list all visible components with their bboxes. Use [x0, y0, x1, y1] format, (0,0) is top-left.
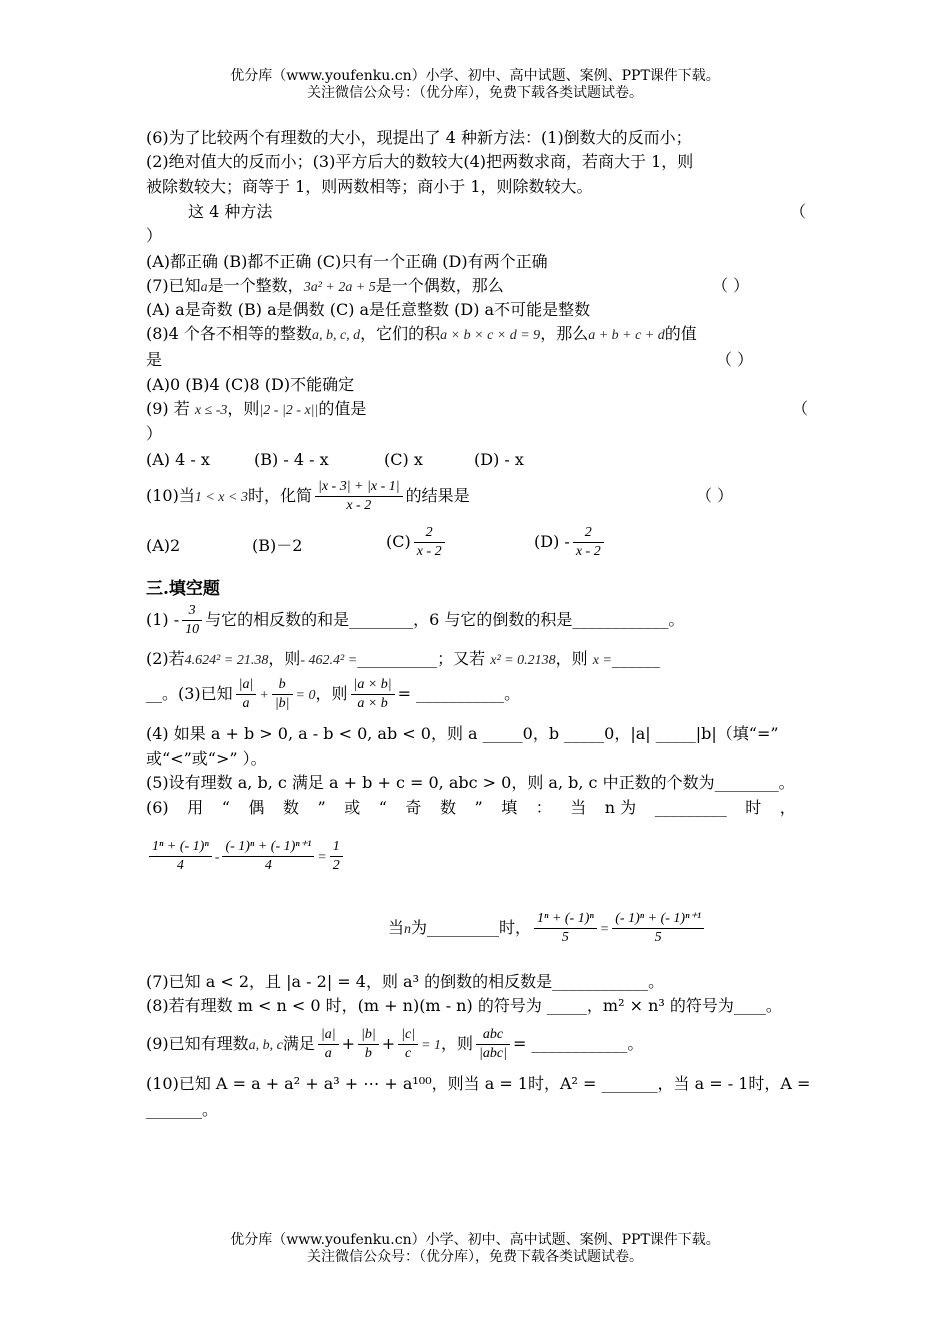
f9-then: ，则	[441, 1034, 474, 1053]
f6-half-n: 1	[332, 839, 340, 854]
f2-frac-a-num: |a|	[238, 677, 254, 692]
f6-w7: “	[378, 798, 387, 817]
f2-then: ，则	[315, 684, 348, 703]
q9-option-a: (A) 4 - x	[146, 450, 210, 469]
f6-half	[330, 838, 343, 875]
q8-vars: a, b, c, d	[311, 328, 361, 343]
f6-eq: =	[317, 850, 327, 865]
q10-pre: (10)当	[146, 486, 195, 505]
q7-mid: 是一个整数，	[207, 276, 304, 295]
f2-e3: x² = 0.2138	[490, 653, 556, 668]
f9-t3n: |c|	[401, 1027, 416, 1042]
f4-line-2: 或“<”或“>” ）。	[146, 749, 267, 768]
q10-stem	[146, 478, 470, 515]
q7-post: 是一个偶数，那么	[375, 276, 504, 295]
page-header	[0, 68, 950, 102]
q6-line-2: (2)绝对值大的反而小；(3)平方后大的数较大(4)把两数求商，若商大于 1，则	[146, 152, 694, 171]
f2-e1: 4.624² = 21.38	[184, 653, 269, 668]
q10-option-c-fraction	[414, 524, 445, 561]
f9-t3d: c	[398, 1044, 418, 1063]
f6-line-3	[388, 910, 707, 947]
f9-pre: (9)已知有理数	[146, 1034, 249, 1053]
q6-line-4: 这 4 种方法	[188, 202, 273, 221]
q10-fraction	[315, 478, 403, 515]
f6-w2: “	[221, 798, 230, 817]
q10-mid: 时，化简	[247, 486, 312, 505]
f9-end: = ____________。	[512, 1034, 644, 1053]
f6-e2-n1: 1ⁿ + (- 1)ⁿ	[537, 911, 594, 926]
q9-paren-right: ）	[146, 424, 163, 443]
q10-option-d-fraction	[573, 524, 604, 561]
q10-paren: （ ）	[696, 486, 734, 505]
f6-half-d: 2	[330, 856, 343, 875]
f9-t2n: |b|	[361, 1027, 376, 1042]
f6-w12: ：	[535, 798, 552, 817]
f9-rd: |abc|	[476, 1044, 510, 1063]
f2-line-2	[146, 676, 520, 713]
q10-option-c	[386, 524, 448, 561]
f6-w16: 时	[745, 798, 762, 817]
f6-l3-pre: 当	[388, 918, 405, 937]
f9-line: (9)已知有理数a, b, c满足 $\frac{|a|}{a}$ + $\frac{|b|}{b}$ + $\frac{|c|}{c}$ = 1，则 $\frac{\text{abc}}{\text{|abc|}}$ = ____________。	[146, 1027, 644, 1061]
q8-stem	[146, 324, 697, 346]
f2-frac-c	[351, 676, 395, 713]
f10-line-2: _______。	[146, 1100, 219, 1119]
f1-den: 10	[182, 620, 202, 639]
f9-result	[476, 1026, 510, 1063]
q8-paren: （ ）	[716, 350, 754, 369]
q7-stem	[146, 276, 504, 298]
f2-mid2: ，则	[555, 649, 588, 668]
f9-vars: a, b, c	[248, 1038, 283, 1053]
q10-option-d-num: 2	[584, 525, 592, 540]
f6-w1: 用	[187, 798, 204, 817]
f6-w3: 偶	[248, 798, 265, 817]
f6-expr-1	[146, 838, 346, 875]
q9-stem	[146, 399, 366, 421]
q6-options: (A)都正确 (B)都不正确 (C)只有一个正确 (D)有两个正确	[146, 252, 548, 271]
q8-prod: a × b × c × d = 9	[440, 328, 541, 343]
f9-eq1: = 1	[421, 1038, 441, 1053]
q8-mid2: ，那么	[540, 324, 589, 343]
f6-e1-frac-1	[149, 838, 212, 875]
f1-text: 与它的相反数的和是________，6 与它的倒数的积是____________。	[205, 610, 685, 629]
section-3-title: 三.填空题	[146, 579, 220, 599]
f2-frac-b-den: |b|	[272, 694, 293, 713]
f9-rn: abc	[482, 1027, 504, 1042]
q10-option-d-label: (D) -	[534, 532, 570, 551]
f2-frac-c-den: a × b	[351, 694, 395, 713]
f2-pre: (2)若	[146, 649, 185, 668]
f9-mid: 满足	[282, 1034, 315, 1053]
f9-t3	[398, 1026, 418, 1063]
q8-post: 的值	[664, 324, 697, 343]
f2-frac-c-num: |a × b|	[353, 677, 392, 692]
f9-t1n: |a|	[320, 1027, 336, 1042]
f7-line: (7)已知 a < 2，且 |a - 2| = 4，则 a³ 的倒数的相反数是____________。	[146, 972, 665, 991]
q10-option-c-num: 2	[425, 525, 433, 540]
f6-w13: 当	[570, 798, 587, 817]
q10-option-b: (B)－2	[252, 536, 303, 555]
f9-t2d: b	[358, 1044, 379, 1063]
q8-pre: (8)4 个各不相等的整数	[146, 324, 312, 343]
f2-frac-b-num: b	[278, 677, 286, 692]
f6-w0: (6)	[146, 798, 169, 817]
f2-line-1	[146, 649, 660, 671]
q7-pre: (7)已知	[146, 276, 201, 295]
q6-line-1: (6)为了比较两个有理数的大小，现提出了 4 种新方法：(1)倒数大的反而小；	[146, 128, 692, 147]
q9-post: 的值是	[318, 399, 367, 418]
header-line-2: 关注微信公众号：（优分库），免费下载各类试题试卷。	[307, 85, 643, 101]
f2-frac-a	[236, 676, 257, 713]
q9-paren-left: （	[792, 399, 809, 418]
f2-frac-a-den: a	[236, 694, 257, 713]
q10-option-a: (A)2	[146, 536, 181, 555]
q9-option-d: (D) - x	[474, 450, 524, 469]
q6-line-3: 被除数较大；商等于 1，则两数相等；商小于 1，则除数较大。	[146, 177, 593, 196]
f2-plus: +	[259, 688, 269, 703]
q6-paren-right: ）	[146, 226, 163, 245]
f6-e2-eq: =	[599, 922, 610, 937]
q7-expr: 3a² + 2a + 5	[303, 280, 376, 295]
f1-num: 3	[188, 603, 196, 618]
f6-w8: 奇	[405, 798, 422, 817]
footer-line-1: 优分库（www.youfenku.cn）小学、初中、高中试题、案例、PPT课件下载。	[230, 1232, 720, 1248]
q9-option-b: (B) - 4 - x	[254, 450, 329, 469]
header-line-1: 优分库（www.youfenku.cn）小学、初中、高中试题、案例、PPT课件下载。	[230, 68, 720, 84]
q8-mid: ，它们的积	[360, 324, 441, 343]
f6-w4: 数	[282, 798, 299, 817]
q10-post: 的结果是	[405, 486, 470, 505]
f9-t1d: a	[318, 1044, 339, 1063]
f2-blank-2: ______	[611, 649, 660, 668]
f8-line: (8)若有理数 m < n < 0 时，(m + n)(m - n) 的符号为 _____，m² × n³ 的符号为____。	[146, 996, 782, 1015]
f6-e2-d2: 5	[612, 928, 704, 947]
f1-pre: (1) -	[146, 610, 180, 629]
f6-w15: _________	[654, 798, 727, 817]
f6-e1-d2: 4	[222, 856, 314, 875]
f6-e1-n2: (- 1)ⁿ + (- 1)ⁿ⁺¹	[225, 839, 312, 854]
f2-end: = ___________。	[397, 684, 521, 703]
f10-line-1: (10)已知 A = a + a² + a³ + ⋯ + a¹⁰⁰，则当 a = 1时，A² = _______，当 a = - 1时，A =	[146, 1074, 811, 1093]
f6-w17: ，	[779, 798, 796, 817]
f6-e2-frac-2	[612, 910, 704, 947]
page-footer	[0, 1232, 950, 1266]
f6-w6: 或	[344, 798, 361, 817]
f6-l3-mid: 为_________时，	[411, 918, 532, 937]
q10-option-c-den: x - 2	[414, 542, 445, 561]
f6-n: n	[404, 922, 412, 937]
f2-l2-pre: __。(3)已知	[146, 684, 233, 703]
q9-pre: (9) 若	[146, 399, 190, 418]
q8-sum: a + b + c + d	[588, 328, 665, 343]
f2-e2: - 462.4² =	[300, 653, 358, 668]
q8-line-2: 是	[146, 350, 163, 369]
q7-var-a: a	[200, 280, 208, 295]
f6-minus: -	[214, 850, 220, 865]
q6-paren-left: （	[790, 202, 807, 221]
f2-blank-1: __________；又若	[357, 649, 486, 668]
q7-options: (A) a是奇数 (B) a是偶数 (C) a是任意整数 (D) a不可能是整数	[146, 300, 591, 319]
q9-cond: x ≤ -3	[194, 403, 228, 418]
f1-line	[146, 602, 684, 639]
f4-line-1: (4) 如果 a + b > 0, a - b < 0, ab < 0，则 a _____0，b _____0，|a| _____|b|（填“=”	[146, 724, 779, 743]
f6-e1-d1: 4	[149, 856, 212, 875]
f2-eq0: = 0	[295, 688, 316, 703]
q9-expr: |2 - |2 - x||	[259, 403, 319, 418]
q8-options: (A)0 (B)4 (C)8 (D)不能确定	[146, 375, 355, 394]
f9-t1	[318, 1026, 339, 1063]
q9-mid: ，则	[227, 399, 260, 418]
q10-numerator: |x - 3| + |x - 1|	[317, 479, 400, 494]
q9-option-c: (C) x	[384, 450, 423, 469]
f6-e1-n1: 1ⁿ + (- 1)ⁿ	[152, 839, 209, 854]
q10-option-d-den: x - 2	[573, 542, 604, 561]
q10-denominator: x - 2	[315, 496, 403, 515]
f6-e1-frac-2	[222, 838, 314, 875]
f6-w5: ”	[317, 798, 326, 817]
f2-x: x =	[592, 653, 612, 668]
q10-cond: 1 < x < 3	[194, 490, 248, 505]
f6-w11: 填	[501, 798, 518, 817]
f6-e2-d1: 5	[534, 928, 597, 947]
f6-w14: n 为	[604, 798, 637, 817]
f2-mid: ，则	[268, 649, 301, 668]
f2-frac-b	[272, 676, 293, 713]
f9-t2	[358, 1026, 379, 1063]
f6-e2-n2: (- 1)ⁿ + (- 1)ⁿ⁺¹	[615, 911, 702, 926]
f6-line-1	[146, 798, 796, 818]
f6-w10: ”	[474, 798, 483, 817]
q10-option-c-label: (C)	[386, 532, 411, 551]
footer-line-2: 关注微信公众号：（优分库），免费下载各类试题试卷。	[307, 1249, 643, 1265]
f1-fraction	[182, 602, 202, 639]
f5-line: (5)设有理数 a, b, c 满足 a + b + c = 0, abc > 0，则 a, b, c 中正数的个数为________。	[146, 773, 795, 792]
q7-paren: （ ）	[712, 276, 750, 295]
q10-option-d	[534, 524, 607, 561]
f6-e2-frac-1	[534, 910, 597, 947]
f6-w9: 数	[439, 798, 456, 817]
